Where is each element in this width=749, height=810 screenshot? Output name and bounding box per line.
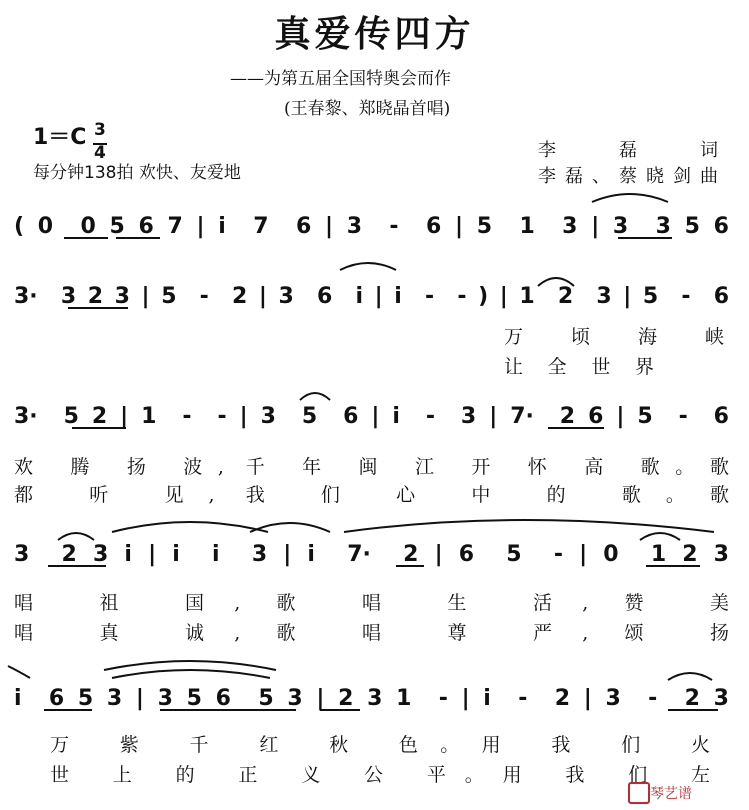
notation-line: ( 0 0 5 6 7 | i 7 6 | 3 - 6 | 5 1 3 | 3 3 5 6 [14,214,729,239]
lyric-verse-1: 唱 祖 国, 歌 唱 生 活, 赞 美 [14,592,729,614]
notation-line: 3· 5 2 | 1 - - | 3 5 6 | i - 3 | 7· 2 6 | 5 - 6 [14,404,729,429]
slur-arc [300,393,330,400]
lyric-verse-1: 欢 腾 扬 波, 千 年 闽 江 开 怀 高 歌。歌 [14,456,729,478]
lyric-verse-1: 万 顷 海 峡 [504,326,724,348]
slur-arc [58,533,94,540]
tie-arc [340,263,396,270]
time-signature-bottom: 4 [94,143,106,163]
song-title: 真爱传四方 [274,13,475,55]
tempo-marking: 每分钟138拍 欢快、友爱地 [33,163,241,183]
tie-arc [344,520,714,532]
watermark-logo-icon [628,782,650,804]
time-signature-top: 3 [94,120,106,140]
tie-arc [592,194,668,202]
notation-line: 3· 3 2 3 | 5 - 2 | 3 6 i | i - - ) | 1 2 3 | 5 - 6 [14,284,729,309]
lyric-verse-2: 唱 真 诚, 歌 唱 尊 严, 颂 扬 [14,622,729,644]
slur-arc [538,278,574,286]
slur-arc [104,661,276,670]
tie-arc [8,666,30,678]
tie-arc [112,522,268,532]
watermark-text: 琴艺谱 [650,786,692,802]
lyric-verse-2: 世 上 的 正 义 公 平。用 我 们 左 [50,764,710,786]
lyric-verse-2: 都 听 见, 我 们 心 中 的 歌。歌 [14,484,729,506]
lyric-verse-1: 万 紫 千 红 秋 色。用 我 们 火 [50,734,710,756]
composer-credit: 李磊、蔡晓剑曲 [538,166,718,187]
lyricist-credit: 李磊词 [538,140,718,161]
song-subtitle: ——为第五届全国特奥会而作 [230,69,451,89]
slur-arc [112,670,270,678]
lyric-verse-2: 让 全 世 界 [504,356,654,378]
slur-arc [668,673,712,680]
premiere-singers: (王春黎、郑晓晶首唱) [284,99,451,119]
key-signature: 1＝C [33,125,87,150]
notation-line: i 6 5 3 | 3 5 6 5 3 | 2 3 1 - | i - 2 | 3 - 2 3 [14,686,729,711]
notation-line: 3 2 3 i | i i 3 | i 7· 2 | 6 5 - | 0 1 2 3 [14,542,729,567]
slur-arc [640,533,680,540]
